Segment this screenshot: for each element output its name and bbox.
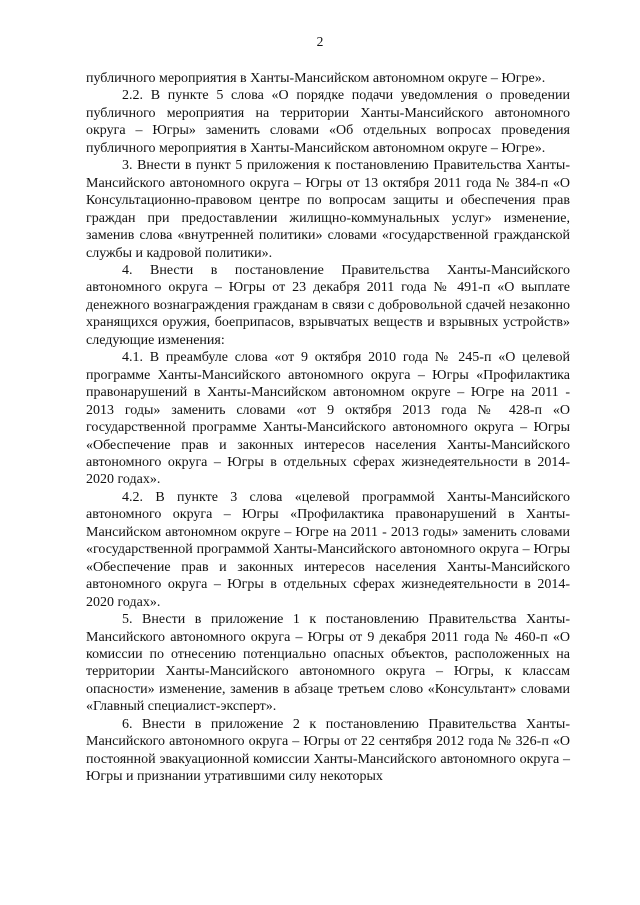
paragraph-5: 5. Внести в приложение 1 к постановлению Правительства Ханты-Мансийского автономного округа – Югры от 9 декабря 2011 года № 460-п «О комиссии по отнесению потенциально опасных объектов, расположенных на территории Ханты-Мансийского автономного округа – Югры, к классам опасности» изменение, заменив в абзаце третьем слово «Консультант» словами «Главный специалист-эксперт». [86,612,570,715]
paragraph-continuation: публичного мероприятия в Ханты-Мансийском автономном округе – Югре». [86,71,546,86]
paragraph-2-2: 2.2. В пункте 5 слова «О порядке подачи уведомления о проведении публичного мероприятия на территории Ханты-Мансийского автономного округа – Югры» заменить словами «Об отдельных вопросах проведения публичного мероприятия в Ханты-Мансийском автономном округе – Югре». [86,88,570,156]
paragraph-3: 3. Внести в пункт 5 приложения к постановлению Правительства Ханты-Мансийского автономного округа – Югры от 13 октября 2011 года № 384-п «О Консультационно-правовом центре по вопросам защиты и обеспечения прав граждан при предоставлении жилищно-коммунальных услуг» изменение, заменив слова «внутренней политики» словами «государственной гражданской службы и кадровой политики». [86,158,570,261]
document-body [86,70,570,786]
paragraph-4-2: 4.2. В пункте 3 слова «целевой программой Ханты-Мансийского автономного округа – Югры «Профилактика правонарушений в Ханты-Мансийском автономном округе – Югре на 2011 - 2013 годы» заменить словами «государственной программой Ханты-Мансийского автономного округа – Югры «Обеспечение прав и законных интересов населения Ханты-Мансийского автономного округа – Югры в отдельных сферах жизнедеятельности в 2014-2020 годах». [86,489,570,610]
paragraph-6: 6. Внести в приложение 2 к постановлению Правительства Ханты-Мансийского автономного округа – Югры от 22 сентября 2012 года № 326-п «О постоянной эвакуационной комиссии Ханты-Мансийского автономного округа – Югры и признании утратившими силу некоторых [86,716,570,785]
paragraph-4: 4. Внести в постановление Правительства Ханты-Мансийского автономного округа – Югры от 23 декабря 2011 года № 491-п «О выплате денежного вознаграждения гражданам в связи с добровольной сдачей незаконно хранящихся оружия, боеприпасов, взрывчатых веществ и взрывных устройств» следующие изменения: [86,262,570,348]
paragraph-4-1: 4.1. В преамбуле слова «от 9 октября 2010 года № 245-п «О целевой программе Ханты-Мансийского автономного округа – Югры «Профилактика правонарушений в Ханты-Мансийском автономном округе – Югре на 2011 - 2013 годы» заменить словами «от 9 октября 2013 года № 428-п «О государственной программе Ханты-Мансийского автономного округа – Югры «Обеспечение прав и законных интересов населения Ханты-Мансийского автономного округа – Югры в отдельных сферах жизнедеятельности в 2014-2020 годах». [86,350,570,488]
page-number: 2 [316,34,324,49]
